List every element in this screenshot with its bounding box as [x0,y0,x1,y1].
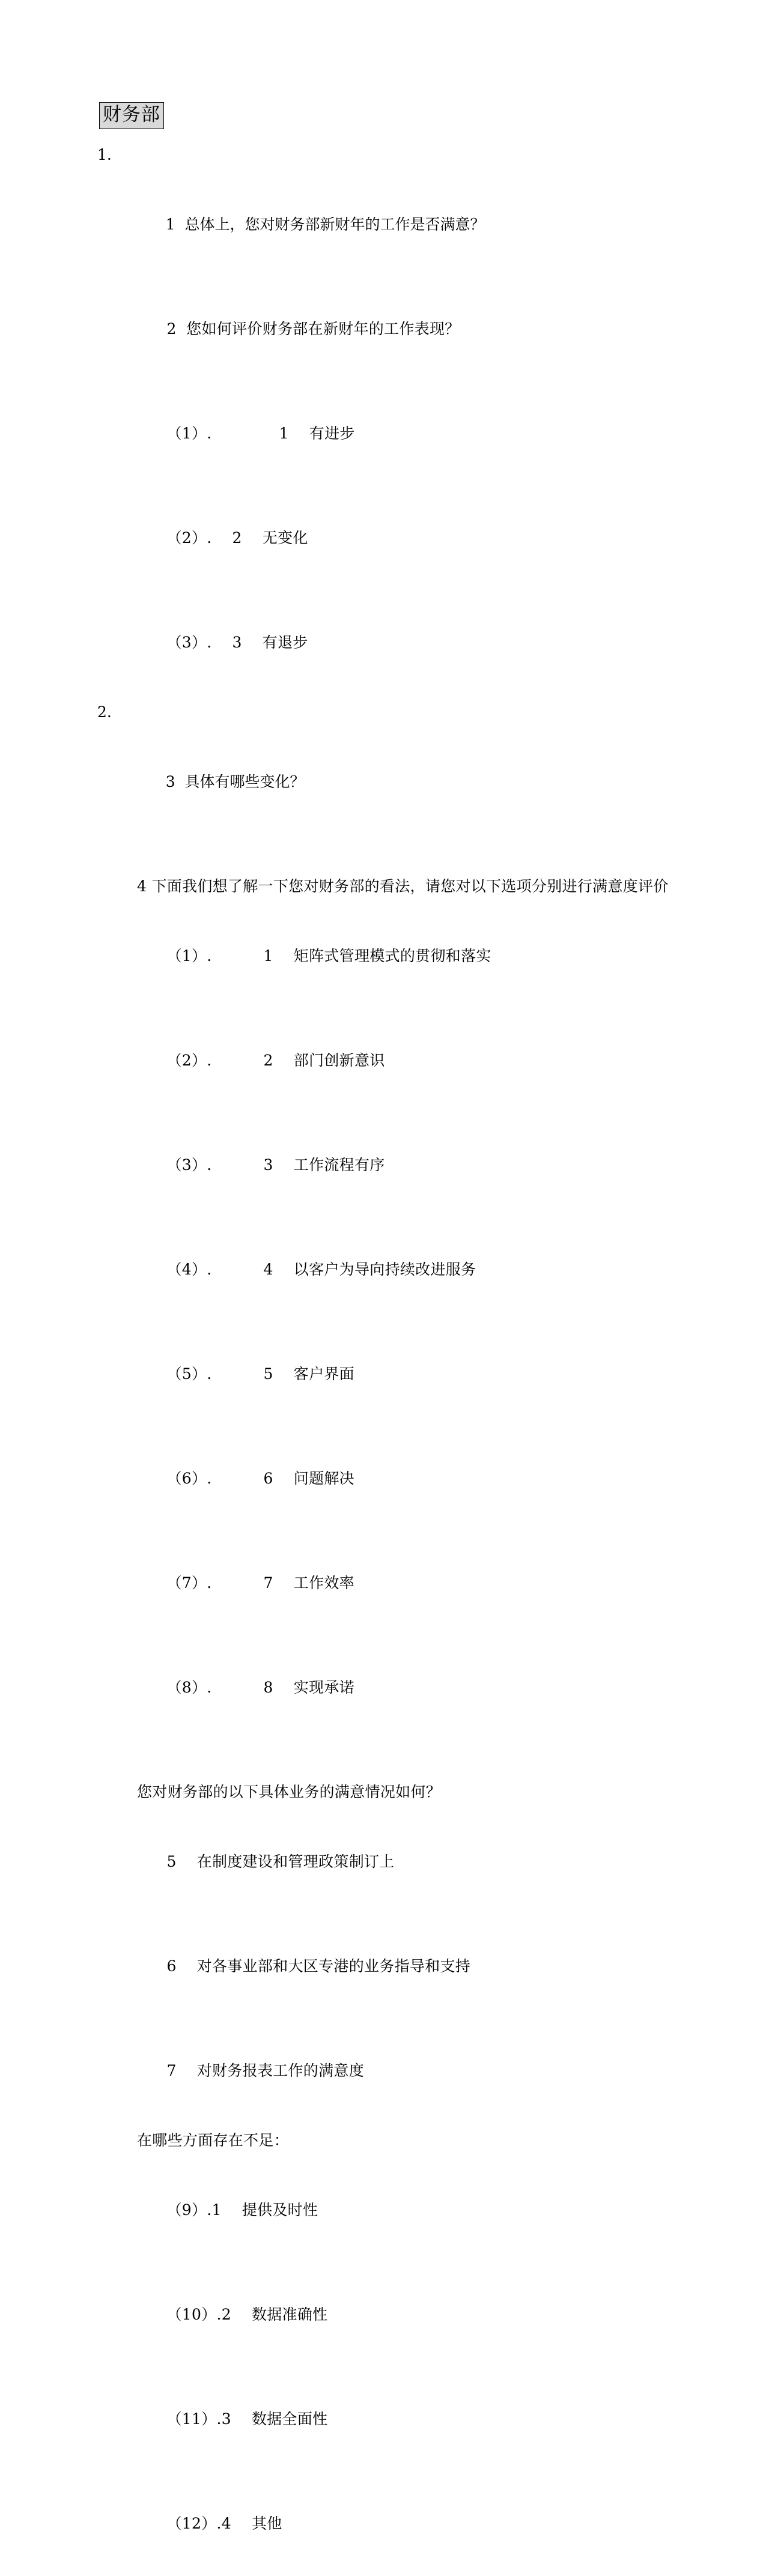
option-row-q4-5 [96,1322,673,1426]
option-text: 提供及时性 [242,2201,318,2219]
option-row-q4-6 [96,1426,673,1531]
option-number: 4 [263,1260,273,1278]
option-text: 数据准确性 [251,2305,328,2323]
option-row-q4-8 [96,1635,673,1740]
option-number: 3 [263,1156,273,1174]
business-item-5 [96,1810,673,1914]
option-label: （9）.1 [166,2201,222,2219]
question-1-text: 1 总体上，您对财务部新财年的工作是否满意？ [165,215,485,233]
list-marker-2: 2. [97,703,112,721]
list-marker-1: 1. [97,145,112,163]
question-2-row [96,277,673,381]
question-5-intro: 您对财务部的以下具体业务的满意情况如何？ [137,1783,442,1801]
option-text: 有进步 [309,424,355,442]
option-number: 7 [263,1574,273,1592]
option-label: （8）. [166,1678,212,1696]
item-text: 对财务报表工作的满意度 [196,2061,365,2079]
option-label: （12）.4 [166,2514,231,2532]
option-label: （4）. [166,1260,212,1278]
option-number: 8 [263,1678,273,1696]
option-label: （11）.3 [166,2410,231,2428]
option-text: 客户界面 [293,1365,354,1383]
document-body [96,102,673,2576]
spacer [96,1740,673,1775]
option-row-q4-3 [96,1113,673,1217]
option-label: （1）. [166,424,212,442]
option-number: 6 [263,1469,273,1487]
option-label: （6）. [166,1469,212,1487]
option-label: （3）. [166,633,212,651]
question-2-text: 2 您如何评价财务部在新财年的工作表现？ [166,320,460,338]
option-number: 1 [263,947,273,965]
option-row-q1-1 [96,381,673,486]
option-text: 数据全面性 [251,2410,328,2428]
option-row-q4-2 [96,1008,673,1113]
option-text: 矩阵式管理模式的贯彻和落实 [293,947,491,965]
business-item-7 [96,2019,673,2123]
option-row-q1-3 [96,590,673,695]
item-text: 对各事业部和大区专港的业务指导和支持 [196,1957,471,1975]
business-item-6 [96,1914,673,2019]
option-text: 问题解决 [293,1469,354,1487]
option-row-q4-7 [96,1531,673,1635]
option-number: 1 [279,424,289,442]
option-row-q4-1 [96,904,673,1008]
item-number: 7 [166,2061,177,2079]
option-label: （1）. [166,947,212,965]
option-number: 2 [232,529,242,547]
option-text: 以客户为导向持续改进服务 [293,1260,476,1278]
question-5-subintro: 在哪些方面存在不足： [137,2131,290,2149]
option-text: 部门创新意识 [293,1051,385,1069]
option-text: 实现承诺 [293,1678,354,1696]
option-number: 3 [232,633,242,651]
item-number: 6 [166,1957,177,1975]
option-text: 无变化 [262,529,308,547]
option-text: 工作流程有序 [293,1156,385,1174]
question-3-text: 3 具体有哪些变化？ [165,772,305,790]
item-text: 在制度建设和管理政策制订上 [196,1852,395,1870]
list-item-1 [96,138,673,277]
option-label: （2）. [166,1051,212,1069]
option-number: 5 [263,1365,273,1383]
spacer [96,834,673,869]
option-label: （2）. [166,529,212,547]
item-number: 5 [166,1852,177,1870]
option-row-q5-12 [96,2471,673,2576]
list-item-2 [96,695,673,834]
option-row-q4-4 [96,1217,673,1322]
option-label: （7）. [166,1574,212,1592]
option-row-q5-11 [96,2367,673,2471]
option-label: （3）. [166,1156,212,1174]
option-number: 2 [263,1051,273,1069]
option-label: （10）.2 [166,2305,231,2323]
option-label: （5）. [166,1365,212,1383]
option-row-q5-10 [96,2262,673,2367]
page-title: 财务部 [99,102,164,129]
option-text: 有退步 [262,633,308,651]
option-text: 工作效率 [293,1574,354,1592]
option-text: 其他 [251,2514,282,2532]
question-4-paragraph: 4 下面我们想了解一下您对财务部的看法，请您对以下选项分别进行满意度评价 [137,877,669,895]
option-row-q5-9 [96,2158,673,2262]
option-row-q1-2 [96,486,673,590]
